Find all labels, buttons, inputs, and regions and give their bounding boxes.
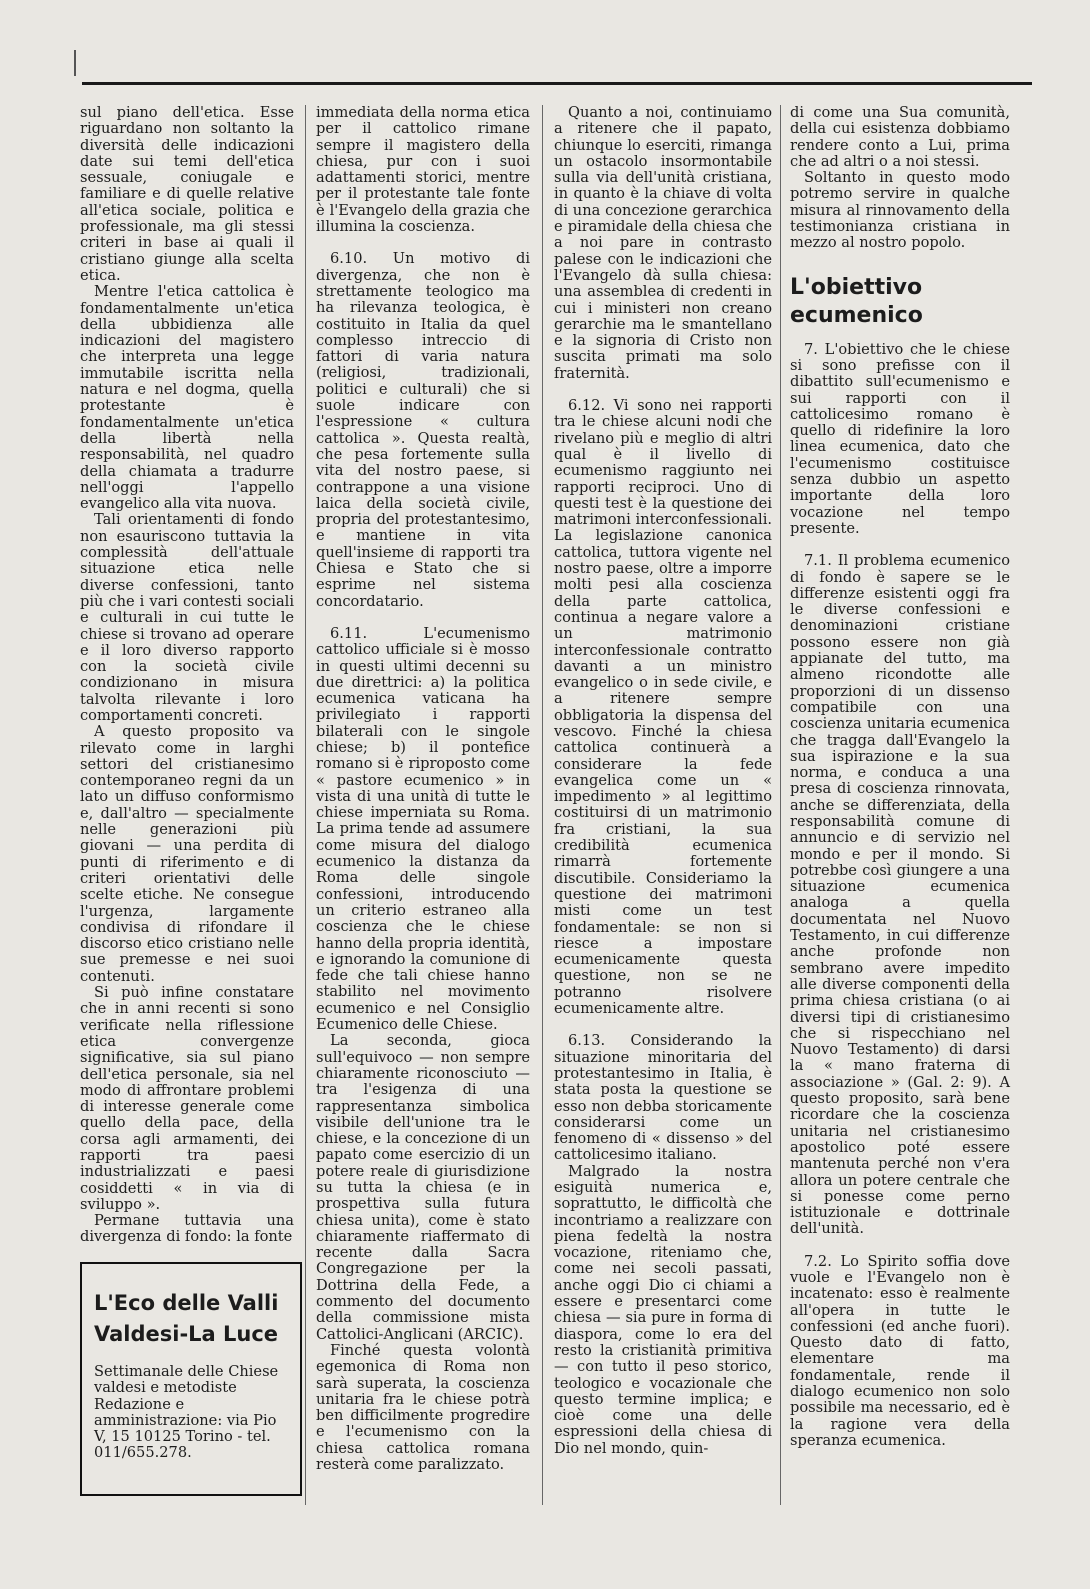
section-heading-line-1: L'obiettivo <box>790 274 923 300</box>
paragraph: Quanto a noi, continuiamo a ritenere che il papato, chiunque lo eserciti, rimanga un ostacolo insormontabile sulla via dell'unità cristiana, in quanto è la chiave di volta di una concezione gerarchica e piramidale della chiesa che a noi pare in contrasto palese con le indicazioni che l'Evangelo dà sulla chiesa: una assemblea di credenti in cui i ministeri non creano gerarchie ma le smantellano e la signoria di Cristo non suscita primati ma solo fraternità. <box>554 104 772 382</box>
article-column-2 <box>316 105 530 1473</box>
section-heading <box>790 274 1010 330</box>
paragraph: Permane tuttavia una divergenza di fondo: la fonte <box>80 1212 294 1246</box>
paragraph: Tali orientamenti di fondo non esauriscono tuttavia la complessità dell'attuale situazione etica nelle diverse confessioni, tanto più che i vari contesti sociali e culturali in cui tutte le chiese si trovano ad operare e il loro diverso rapporto con la società civile condizionano in misura talvolta rilevante i loro comportamenti concreti. <box>80 511 294 724</box>
paragraph: di come una Sua comunità, della cui esistenza dobbiamo rendere conto a Lui, prima che ad altri o a noi stessi. <box>790 104 1010 170</box>
masthead-address: Settimanale delle Chiese valdesi e metodiste Redazione e amministrazione: via Pio V, 15 10125 Torino - tel. 011/655.278. <box>94 1363 279 1462</box>
article-column-4 <box>790 105 1010 1449</box>
page-edge-mark <box>74 50 76 76</box>
paragraph: sul piano dell'etica. Esse riguardano non soltanto la diversità delle indicazioni date sui temi dell'etica sessuale, coniugale e familiare e di quelle relative all'etica sociale, politica e professionale, ma gli stessi criteri in base ai quali il cristiano giunge alla scelta etica. <box>80 104 294 284</box>
paragraph: immediata della norma etica per il cattolico rimane sempre il magistero della chiesa, pur con i suoi adattamenti storici, mentre per il protestante tale fonte è l'Evangelo della grazia che illumina la coscienza. <box>316 104 530 236</box>
section-heading-line-2: ecumenico <box>790 302 923 328</box>
article-column-1 <box>80 105 294 1246</box>
section-6-12: 6.12. Vi sono nei rapporti tra le chiese alcuni nodi che rivelano più e meglio di altri qual è il livello di ecumenismo raggiunto nei rapporti reciproci. Uno di questi test è la questione dei matrimoni interconfessionali. La legislazione canonica cattolica, tuttora vigente nel nostro paese, oltre a imporre molti pesi alla coscienza della parte cattolica, continua a negare valore a un matrimonio interconfessionale contratto davanti a un ministro evangelico o in sede civile, e a ritenere sempre obbligatoria la dispensa del vescovo. Finché la chiesa cattolica continuerà a considerare la fede evangelica come un « impedimento » al legittimo costituirsi di un matrimonio fra cristiani, la sua credibilità ecumenica rimarrà fortemente discutibile. Consideriamo la questione dei matrimoni misti come un test fondamentale: se non si riesce a impostare ecumenicamente questa questione, non se ne potranno risolvere ecumenicamente altre. <box>554 397 772 1018</box>
header-rule <box>82 82 1032 85</box>
paragraph: Malgrado la nostra esiguità numerica e, soprattutto, le difficoltà che incontriamo a realizzare con piena fedeltà la nostra vocazione, riteniamo che, come nei secoli passati, anche oggi Dio ci chiami a essere e presentarci come chiesa — sia pure in forma di diaspora, come lo era del resto la cristianità primitiva — con tutto il peso storico, teologico e vocazionale che questo termine implica; e cioè come una delle espressioni della chiesa di Dio nel mondo, quin- <box>554 1162 772 1457</box>
paragraph: Finché questa volontà egemonica di Roma non sarà superata, la coscienza unitaria fra le chiese potrà ben difficilmente progredire e l'ecumenismo con la chiesa cattolica romana resterà come paralizzato. <box>316 1341 530 1474</box>
paragraph: Mentre l'etica cattolica è fondamentalmente un'etica della ubbidienza alle indicazioni del magistero che interpreta una legge immutabile iscritta nella natura e nel dogma, quella protestante è fondamentalmente un'etica della libertà nella responsabilità, nel quadro della chiamata a tradurre nell'oggi l'appello evangelico alla vita nuova. <box>80 283 294 513</box>
newspaper-masthead-box <box>80 1262 302 1496</box>
masthead-title-line-2: Valdesi-La Luce <box>94 1322 279 1346</box>
paragraph: A questo proposito va rilevato come in larghi settori del cristianesimo contemporaneo regni da un lato un diffuso conformismo e, dall'altro — specialmente nelle generazioni più giovani — una perdita di punti di riferimento e di criteri orientativi delle scelte etiche. Ne consegue l'urgenza, largamente condivisa di rifondare il discorso etico cristiano nelle sue premesse e nei suoi contenuti. <box>80 723 294 985</box>
section-7: 7. L'obiettivo che le chiese si sono prefisse con il dibattito sull'ecumenismo e sui rapporti con il cattolicesimo romano è quello di ridefinire la loro linea ecumenica, dato che l'ecumenismo costituisce senza dubbio un aspetto importante della loro vocazione nel tempo presente. <box>790 340 1010 537</box>
column-divider <box>305 105 306 1505</box>
paragraph: Soltanto in questo modo potremo servire in qualche misura al rinnovamento della testimonianza cristiana in mezzo al nostro popolo. <box>790 169 1010 252</box>
section-6-13: 6.13. Considerando la situazione minoritaria del protestantesimo in Italia, è stata posta la questione se esso non debba storicamente considerarsi come un fenomeno di « dissenso » del cattolicesimo italiano. <box>554 1032 772 1164</box>
section-7-2: 7.2. Lo Spirito soffia dove vuole e l'Evangelo non è incatenato: esso è realmente all'opera in tutte le confessioni (ed anche fuori). Questo dato di fatto, elementare ma fondamentale, rende il dialogo ecumenico non solo possibile ma necessario, ed è la ragione vera della speranza ecumenica. <box>790 1252 1010 1449</box>
column-divider <box>542 105 543 1505</box>
section-6-11: 6.11. L'ecumenismo cattolico ufficiale si è mosso in questi ultimi decenni su due direttrici: a) la politica ecumenica vaticana ha privilegiato i rapporti bilaterali con le singole chiese; b) il pontefice romano si è riproposto come « pastore ecumenico » in vista di una unità di tutte le chiese imperniata su Roma. La prima tende ad assumere come misura del dialogo ecumenico la distanza da Roma delle singole confessioni, introducendo un criterio estraneo alla coscienza che le chiese hanno della propria identità, e ignorando la comunione di fede che tali chiese hanno stabilito nel movimento ecumenico e nel Consiglio Ecumenico delle Chiese. <box>316 624 530 1034</box>
paragraph: Si può infine constatare che in anni recenti si sono verificate nella riflessione etica convergenze significative, sia sul piano dell'etica personale, sia nel modo di affrontare problemi di interesse generale come quello della pace, della corsa agli armamenti, dei rapporti tra paesi industrializzati e paesi cosiddetti « in via di sviluppo ». <box>80 984 294 1213</box>
column-divider <box>780 105 781 1505</box>
section-6-10: 6.10. Un motivo di divergenza, che non è strettamente teologico ma ha rilevanza teologica, è costituito in Italia da quel complesso intreccio di fattori di varia natura (religiosi, tradizionali, politici e culturali) che si suole indicare con l'espressione « cultura cattolica ». Questa realtà, che pesa fortemente sulla vita del nostro paese, si contrappone a una visione laica della società civile, propria del protestantesimo, e mantiene in vita quell'insieme di rapporti tra Chiesa e Stato che si esprime nel sistema concordatario. <box>316 250 530 610</box>
section-7-1: 7.1. Il problema ecumenico di fondo è sapere se le differenze esistenti oggi fra le diverse confessioni e denominazioni cristiane possono essere non già appianate del tutto, ma almeno ricondotte alle proporzioni di un dissenso compatibile con una coscienza unitaria ecumenica che tragga dall'Evangelo la sua ispirazione e la sua norma, e conduca a una presa di coscienza rinnovata, anche se differenziata, della responsabilità comune di annuncio e di servizio nel mondo e per il mondo. Si potrebbe così giungere a una situazione ecumenica analoga a quella documentata nel Nuovo Testamento, in cui differenze anche profonde non sembrano avere impedito alle diverse componenti della prima chiesa cristiana (o ai diversi tipi di cristianesimo che si rispecchiano nel Nuovo Testamento) di darsi la « mano fraterna di associazione » (Gal. 2: 9). A questo proposito, sarà bene ricordare che la coscienza unitaria nel cristianesimo apostolico poté essere mantenuta perché non v'era allora un potere centrale che si ponesse come perno istituzionale e dottrinale dell'unità. <box>790 552 1010 1238</box>
article-column-3 <box>554 105 772 1457</box>
masthead-title-line-1: L'Eco delle Valli <box>94 1291 279 1315</box>
paragraph: La seconda, gioca sull'equivoco — non sempre chiaramente riconosciuto — tra l'esigenza di una rappresentanza simbolica visibile dell'unione tra le chiese, e la concezione di un papato come esercizio di un potere reale di giurisdizione su tutta la chiesa (e in prospettiva sulla futura chiesa unita), come è stato chiaramente riaffermato di recente dalla Sacra Congregazione per la Dottrina della Fede, a commento del documento della commissione mista Cattolici-Anglicani (ARCIC). <box>316 1032 530 1343</box>
